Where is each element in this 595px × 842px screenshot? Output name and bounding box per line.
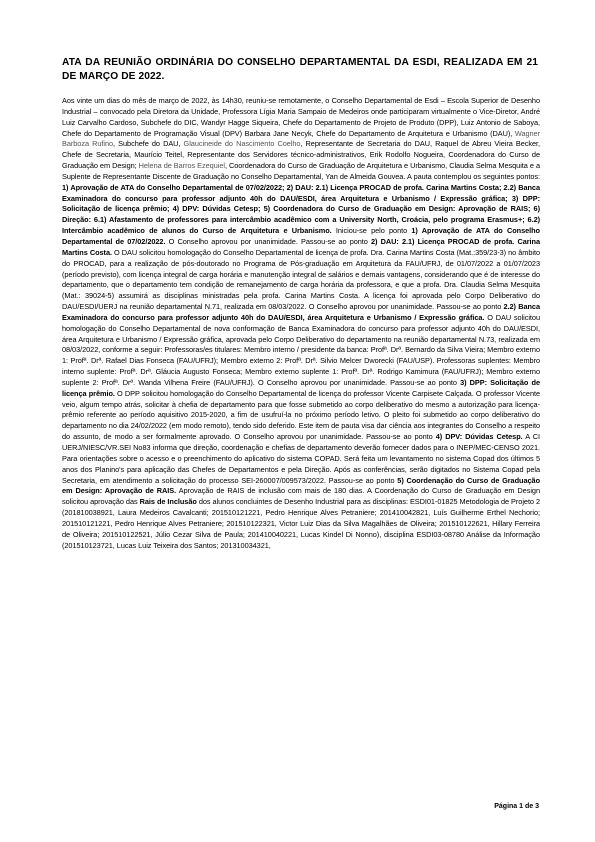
body-text-segment: dos alunos concluintes de Desenho Industrial para as disciplinas: ESDI01-01825 Metodologia de Projeto 2 (201810038921, Laura Medeiros Cavalcanti; 201510121221, Pedro Henrique Alves Petraniere; 201410042821, Luís Guilherme Erthel Nechorio; 201510121221, Pedro Henrique Alves Petraniere; 201510122321, Victor Luiz Dias da Silva Magalhães de Oliveira; 201510122621, Hillary Ferreira de Oliveira; 201510122521, Júlio Cezar Silva de Paula; 201410040221, Lucas Kindel Di Nonno), disciplina ESDI03-08780 Análise da Informação (201510123721, Lucas Luiz Teixeira dos Santos; 201310034321, xyxy=(62,497,541,550)
agenda-item-text: 1) Aprovação de ATA do Conselho Departamental de 07/02/2022. xyxy=(62,226,540,246)
attendee-name: Helena de Barros Ezequiel xyxy=(138,161,225,171)
agenda-item-text: Rais de Inclusão xyxy=(139,497,197,507)
attendee-name: Wagner Barboza Rufino xyxy=(62,128,540,149)
body-text-segment: A CI UERJ/NIESC/VR.SEI No83 informa que direção, coordenação e chefias de departamento deverão fornecer dados para o INEP/MEC-CENSO 2021. Para orientações sobre o acesso e o preenchimento do aplicativo do sistema COPAD. Será feita um levantamento no sistema Copad dos últimos 5 anos dos Planino's para aplicação das Chefes de Departamentos e pela Direção. Após as conferências, serão digitados no Sistema Copad pela Secretaria, em atendimento a solicitação do processo SEI-260007/009573/2022. Passou-se ao ponto xyxy=(62,432,540,485)
attendee-name: Glaucineide do Nascimento Coelho xyxy=(183,139,301,149)
body-text-segment: Aos vinte um dias do mês de março de 2022, às 14h30, reuniu-se remotamente, o Conselho Departamental de Esdi – Escola Superior de Desenho Industrial – convocado pela Diretora da Unidade, Professora Lígia Maria Sampaio de Medeiros onde participaram virtualmente o Vice-Diretor, André Luiz Carvalho Cardoso, Subchefe do DIC, Wandyr Hagge Siqueira, Chefe do Departamento de Projeto de Produto (DPP), Luiz Antonio de Saboya, Chefe do Departamento de Programação Visual (DPV) Barbara Jane Necyk, Chefe do Departamento de Arquitetura e Urbanismo (DAU), xyxy=(62,96,540,138)
agenda-item-text: 2.2) Banca Examinadora do concurso para professor adjunto 40h do DAU/ESDI, área Arquitetura e Urbanismo / Expressão gráfica. xyxy=(62,302,540,322)
body-text-segment: , Coordenadora do Curso de Graduação de Arquitetura e Urbanismo, Claudia Selma Mesquita e a Suplente de Representante Discente de Graduação no Conselho Departamental, Yan de Almeida Gouvea. A pauta contemplou os seguintes pontos: xyxy=(62,161,540,181)
agenda-item-text: 3) DPP: Solicitação de licença prêmio. xyxy=(62,377,540,398)
body-text-segment: Aprovação de RAIS de inclusão com mais de 180 dias. A Coordenação do Curso de Graduação em Design solicitou aprovação das xyxy=(62,486,540,507)
body-text-segment: O Conselho aprovou por unanimidade. Passou-se ao ponto xyxy=(165,236,372,246)
agenda-item-text: 5) Coordenação do Curso de Graduação em Design: Aprovação de RAIS. xyxy=(62,475,541,496)
body-text-segment: Iniciou-se pelo ponto xyxy=(331,226,412,236)
body-text-segment: O DAU solicitou homologação do Conselho Departamental de licença de profa. Dra. Carina Martins Costa (Mat.:359/23-3) no âmbito do PROCAD, para a realização de pós-doutorado no Programa de Pós-graduação em Arquitetura da FAU/UFRJ, de 01/07/2022 a 01/07/2023 (período previsto), com licença integral de carga horária e manutenção integral de salários e demais vantagens, considerando que é de interesse do departamento, que o departamento tem condição de remanejamento de carga horária da professora, e que a profa. Dra. Claudia Selma Mesquita (Mat.: 39024-5) assumirá as disciplinas ministradas pela profa. Carina Martins Costa. A licença foi aprovada pelo Corpo Deliberativo do DAU/ESDI/UERJ na reunião departamental N.71, realizada em 08/03/2022. O Conselho aprovou por unanimidade. Passou-se ao ponto xyxy=(62,247,541,312)
agenda-item-text: 1) Aprovação de ATA do Conselho Departamental de 07/02/2022; 2) DAU: 2.1) Licença PROCAD de profa. Carina Martins Costa; 2.2) Banca Examinadora do concurso para professor adjunto 40h do DAU/ESDI, área Arquitetura e Urbanismo / Expressão gráfica; 3) DPP: Solicitação de licença prêmio; 4) DPV: Dúvidas Cetesp; 5) Coordenadora do Curso de Graduação em Design: Aprovação de RAIS; 6) Direção: 6.1) Afastamento de professores para intercâmbio acadêmico com a University North, Croácia, pelo programa Erasmus+; 6.2) Intercâmbio acadêmico de alunos do Curso de Arquitetura e Urbanismo. xyxy=(62,182,540,236)
minutes-body xyxy=(62,96,540,551)
agenda-item-text: 2) DAU: 2.1) Licença PROCAD de profa. Carina Martins Costa. xyxy=(62,236,541,257)
body-text-segment: O DPP solicitou homologação do Conselho Departamental de licença do professor Vicente Carpisete Calçada. O professor Vicente veio, algum tempo atrás, solicitar à chefia de departamento para que fosse submetido ao corpo deliberativo do mesmo a autorização para licença-prêmio referente ao período aquisitivo 2015-2020, a fim de usufruí-la no próximo período letivo. O pleito foi submetido ao corpo deliberativo do departamento no dia 24/02/2022 (em modo remoto), tendo sido deferido. Este item de pauta visa dar ciência aos integrantes do Conselho a respeito do assunto, de modo a ser formalmente aprovado. O Conselho aprovou por unanimidade. Passou-se ao ponto xyxy=(62,388,540,442)
body-text-segment: O DAU solicitou homologação do Conselho Departamental de nova conformação de Banca Examinadora do concurso para professor adjunto 40h do DAU/ESDI, área Arquitetura e Urbanismo / Expressão gráfica, aprovada pelo Corpo Deliberativo do departamento na reunião departamental N.73, realizada em 08/03/2022, conforme a seguir: Professoras/es titulares: Membro interno / presidente da banca: Profª. Drª. Bernardo da Silva Vieira; Membro externo 1: Profª. Drª. Rafael Dias Fonseca (FAU/UFRJ); Membro externo 2: Profª. Drª. Silvio Melcer Dworecki (FAU/USP). Professoras suplentes: Membro interno suplente: Profª. Drª. Gláucia Augusto Fonseca; Membro externo suplente 1: Profª. Drª. Rodrigo Kamimura (FAU/UFRJ); Membro externo suplente 2: Profª. Drª. Wanda Vilhena Freire (FAU/UFRJ). O Conselho aprovou por unanimidade. Passou-se ao ponto xyxy=(62,312,540,387)
document-title: ATA DA REUNIÃO ORDINÁRIA DO CONSELHO DEPARTAMENTAL DA ESDI, REALIZADA EM 21 DE MARÇO DE 2022. xyxy=(62,57,538,82)
body-text-segment: , Representante de Secretaria do DAU, Raquel de Abreu Vieira Becker, Chefe de Secretaria, Maurício Teitel, Representante dos Servidores técnico-administrativos, Erik Rodolfo Nogueira, Coordenadora do Curso de Graduação em Design; xyxy=(62,139,540,171)
body-text-segment: , Subchefe do DAU, xyxy=(113,139,184,149)
agenda-item-text: 4) DPV: Dúvidas Cetesp. xyxy=(435,432,523,442)
page-number: Página 1 de 3 xyxy=(494,803,539,810)
